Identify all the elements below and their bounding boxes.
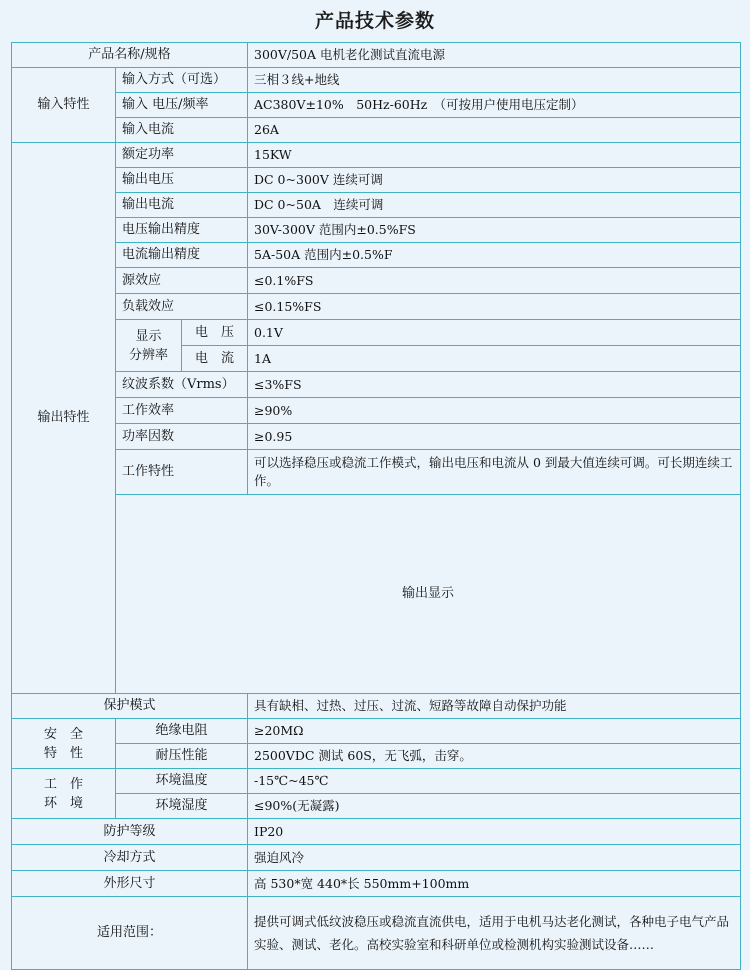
row-value-dimensions: 高 530*宽 440*长 550mm+100mm — [248, 871, 741, 897]
row-value-rated-power: 15KW — [248, 143, 741, 168]
table-row — [12, 372, 741, 398]
row-label-voltage-accuracy: 电压输出精度 — [116, 218, 248, 243]
table-row — [12, 93, 741, 118]
row-label-efficiency: 工作效率 — [116, 398, 248, 424]
row-value-withstand: 2500VDC 测试 60S，无飞弧，击穿。 — [248, 744, 741, 769]
row-value-protection: 具有缺相、过热、过压、过流、短路等故障自动保护功能 — [248, 694, 741, 719]
row-label-current-accuracy: 电流输出精度 — [116, 243, 248, 268]
row-label-display: 输出显示 — [116, 495, 741, 694]
row-label-output-current: 输出电流 — [116, 193, 248, 218]
row-value-output-voltage: DC 0~300V 连续可调 — [248, 168, 741, 193]
group-label-safety — [12, 719, 116, 769]
row-value-insulation: ≥20MΩ — [248, 719, 741, 744]
row-label-load-effect: 负载效应 — [116, 294, 248, 320]
row-label-application: 适用范围： — [12, 897, 248, 970]
table-row — [12, 450, 741, 495]
row-label-output-voltage: 输出电压 — [116, 168, 248, 193]
row-value-voltage-accuracy: 30V-300V 范围内±0.5%FS — [248, 218, 741, 243]
table-row — [12, 168, 741, 193]
group-label-environment — [12, 769, 116, 819]
table-row — [12, 769, 741, 794]
table-row — [12, 243, 741, 268]
row-label-insulation: 绝缘电阻 — [116, 719, 248, 744]
table-row — [12, 495, 741, 694]
row-value-ip-rating: IP20 — [248, 819, 741, 845]
page-title: 产品技术参数 — [314, 10, 435, 32]
table-row — [12, 193, 741, 218]
resolution-label-stack — [129, 327, 168, 365]
row-value-application: 提供可调式低纹波稳压或稳流直流供电，适用于电机马达老化测试，各种电子电气产品实验、测试、老化。高校实验室和科研单位或检测机构实验测试设备…… — [248, 897, 741, 970]
row-label-temperature: 环境温度 — [116, 769, 248, 794]
table-row — [12, 819, 741, 845]
safety-label-line1: 安 全 — [43, 726, 83, 742]
row-label-power-factor: 功率因数 — [116, 424, 248, 450]
table-row — [12, 694, 741, 719]
row-value-current-accuracy: 5A-50A 范围内±0.5%F — [248, 243, 741, 268]
row-label-ip-rating: 防护等级 — [12, 819, 248, 845]
table-row — [12, 871, 741, 897]
environment-label-line2: 环 境 — [43, 795, 83, 811]
safety-label-stack — [44, 725, 83, 763]
table-row — [12, 398, 741, 424]
table-row — [12, 845, 741, 871]
resolution-label-line2: 分辨率 — [128, 347, 168, 363]
row-value-input-mode: 三相３线+地线 — [248, 68, 741, 93]
table-row — [12, 897, 741, 970]
row-label-cooling: 冷却方式 — [12, 845, 248, 871]
row-label-input-current: 输入电流 — [116, 118, 248, 143]
environment-label-line1: 工 作 — [43, 776, 83, 792]
row-value-power-factor: ≥0.95 — [248, 424, 741, 450]
row-value-humidity: ≤90%(无凝露) — [248, 794, 741, 819]
table-row — [12, 118, 741, 143]
row-label-source-effect: 源效应 — [116, 268, 248, 294]
row-value-input-voltage: AC380V±10% 50Hz-60Hz （可按用户使用电压定制） — [248, 93, 741, 118]
row-label-resolution-current: 电 流 — [182, 346, 248, 372]
group-label-input: 输入特性 — [12, 68, 116, 143]
row-value-source-effect: ≤0.1%FS — [248, 268, 741, 294]
row-label-work-feature: 工作特性 — [116, 450, 248, 495]
row-value-load-effect: ≤0.15%FS — [248, 294, 741, 320]
row-value-temperature: -15℃~45℃ — [248, 769, 741, 794]
row-label-rated-power: 额定功率 — [116, 143, 248, 168]
row-label-input-voltage: 输入 电压/频率 — [116, 93, 248, 118]
spec-table — [11, 42, 741, 970]
row-label-dimensions: 外形尺寸 — [12, 871, 248, 897]
table-row — [12, 294, 741, 320]
table-row — [12, 719, 741, 744]
row-label-resolution-voltage: 电 压 — [182, 320, 248, 346]
table-row — [12, 218, 741, 243]
table-row — [12, 143, 741, 168]
group-label-output: 输出特性 — [12, 143, 116, 694]
row-value-ripple: ≤3%FS — [248, 372, 741, 398]
table-row — [12, 68, 741, 93]
row-label-product-name: 产品名称/规格 — [12, 43, 248, 68]
row-value-resolution-voltage: 0.1V — [248, 320, 741, 346]
row-value-input-current: 26A — [248, 118, 741, 143]
row-value-cooling: 强迫风冷 — [248, 845, 741, 871]
row-label-input-mode: 输入方式（可选） — [116, 68, 248, 93]
table-row — [12, 268, 741, 294]
table-row — [12, 43, 741, 68]
environment-label-stack — [44, 775, 83, 813]
row-value-efficiency: ≥90% — [248, 398, 741, 424]
table-row — [12, 744, 741, 769]
table-row — [12, 320, 741, 346]
row-value-resolution-current: 1A — [248, 346, 741, 372]
resolution-label-line1: 显示 — [135, 328, 162, 344]
table-row — [12, 424, 741, 450]
row-value-product-name: 300V/50A 电机老化测试直流电源 — [248, 43, 741, 68]
safety-label-line2: 特 性 — [43, 745, 83, 761]
row-label-ripple: 纹波系数（Vrms） — [116, 372, 248, 398]
row-value-output-current: DC 0~50A 连续可调 — [248, 193, 741, 218]
row-label-humidity: 环境湿度 — [116, 794, 248, 819]
row-value-work-feature: 可以选择稳压或稳流工作模式，输出电压和电流从 0 到最大值连续可调。可长期连续工作。 — [248, 450, 741, 495]
row-label-protection: 保护模式 — [12, 694, 248, 719]
row-label-withstand: 耐压性能 — [116, 744, 248, 769]
row-label-resolution — [116, 320, 182, 372]
